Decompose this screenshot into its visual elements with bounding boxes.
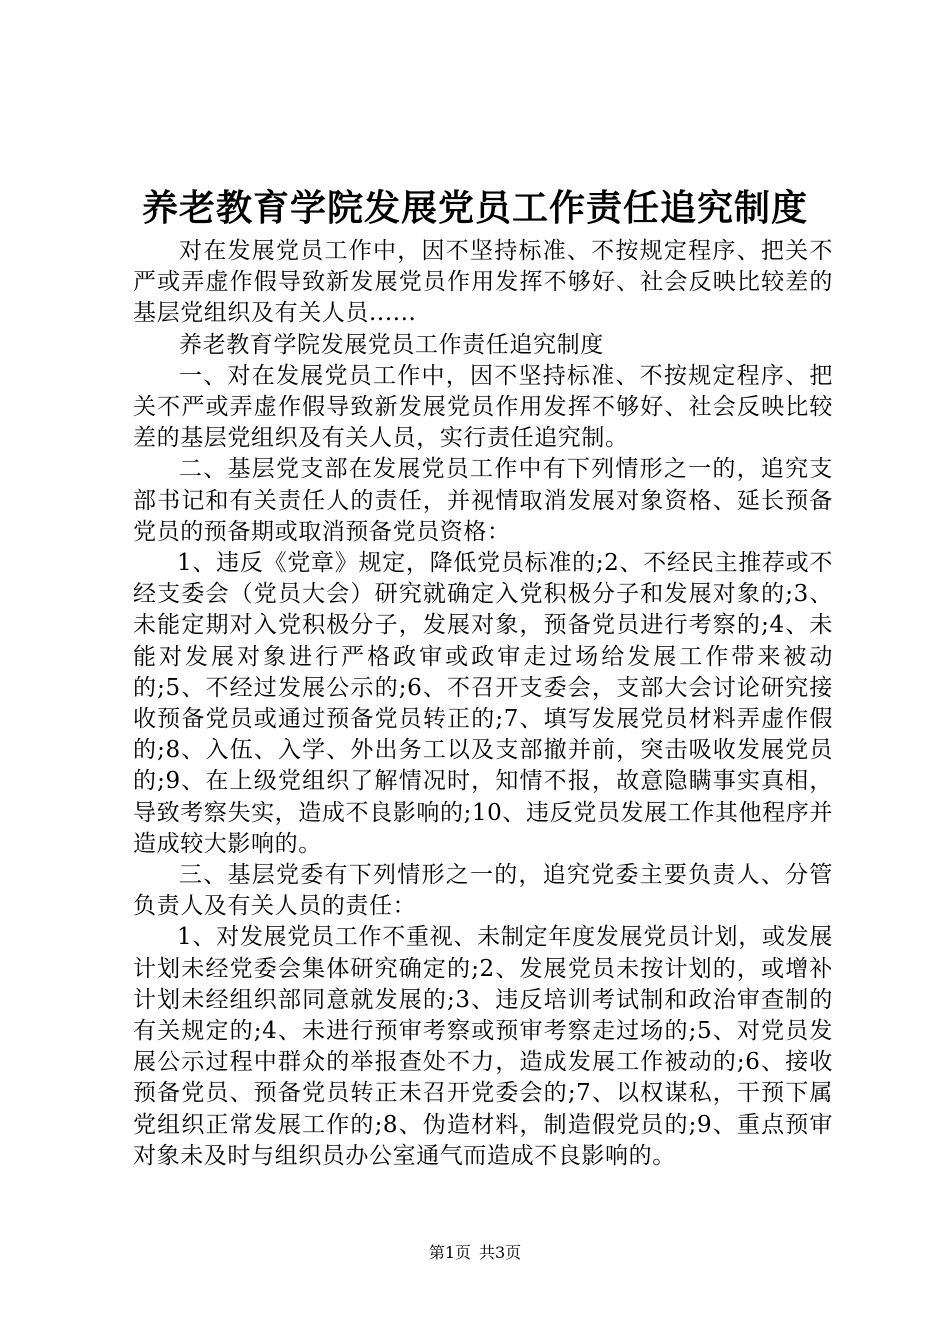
page-footer xyxy=(0,1242,950,1264)
repeated-title-line: 养老教育学院发展党员工作责任追究制度 xyxy=(179,331,604,358)
document-title: 养老教育学院发展党员工作责任追究制度 xyxy=(141,187,808,229)
clause-three-items: 1、对发展党员工作不重视、未制定年度发展党员计划，或发展计划未经党委会集体研究确定的;2、发展党员未按计划的，或增补计划未经组织部同意就发展的;3、违反培训考试制和政治审查制的有关规定的;4、未进行预审考察或预审考察走过场的;5、对党员发展公示过程中群众的举报查处不力，造成发展工作被动的;6、接收预备党员、预备党员转正未召开党委会的;7、以权谋私，干预下属党组织正常发展工作的;8、伪造材料，制造假党员的;9、重点预审对象未及时与组织员办公室通气而造成不良影响的。 xyxy=(133,924,833,1169)
clause-one: 一、对在发展党员工作中，因不坚持标准、不按规定程序、把关不严或弄虚作假导致新发展党员作用发挥不够好、社会反映比较差的基层党组织及有关人员，实行责任追究制。 xyxy=(133,362,833,452)
intro-paragraph: 对在发展党员工作中，因不坚持标准、不按规定程序、把关不严或弄虚作假导致新发展党员作用发挥不够好、社会反映比较差的基层党组织及有关人员...... xyxy=(133,238,833,327)
clause-two: 二、基层党支部在发展党员工作中有下列情形之一的，追究支部书记和有关责任人的责任，并视情取消发展对象资格、延长预备党员的预备期或取消预备党员资格： xyxy=(133,456,833,545)
page-total: 共3页 xyxy=(479,1243,522,1262)
clause-three: 三、基层党委有下列情形之一的，追究党委主要负责人、分管负责人及有关人员的责任： xyxy=(133,862,833,920)
document-body xyxy=(133,236,833,1172)
clause-two-items: 1、违反《党章》规定，降低党员标准的;2、不经民主推荐或不经支委会（党员大会）研究就确定入党积极分子和发展对象的;3、未能定期对入党积极分子，发展对象，预备党员进行考察的;4、未能对发展对象进行严格政审或政审走过场给发展工作带来被动的;5、不经过发展公示的;6、不召开支委会，支部大会讨论研究接收预备党员或通过预备党员转正的;7、填写发展党员材料弄虚作假的;8、入伍、入学、外出务工以及支部撤并前，突击吸收发展党员的;9、在上级党组织了解情况时，知情不报，故意隐瞒事实真相，导致考察失实，造成不良影响的;10、违反党员发展工作其他程序并造成较大影响的。 xyxy=(133,550,833,857)
page-number: 第1页 xyxy=(428,1243,471,1262)
